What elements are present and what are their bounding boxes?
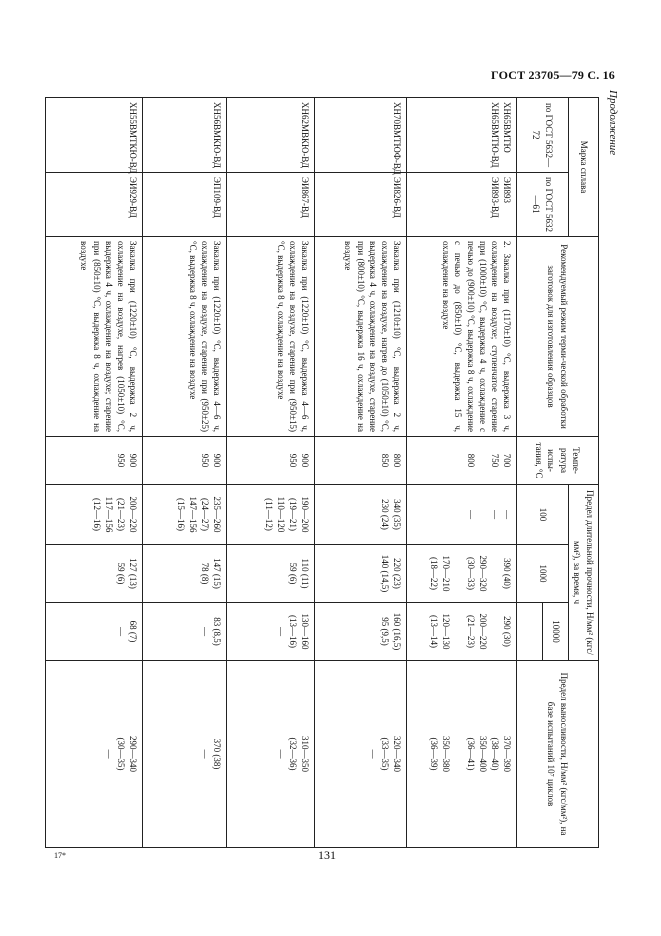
cell-line: (13—14) [429, 615, 440, 648]
cell-line: (30—33) [465, 557, 476, 590]
page-number: 131 [318, 848, 336, 862]
cell-line [452, 665, 464, 843]
cell-line: 800 [392, 453, 402, 468]
temperature-cell [143, 437, 227, 485]
cell-line: 230 (24) [379, 499, 390, 530]
cell-line: 390 (40) [502, 558, 512, 589]
cell-line: ЭИ867-ВД [300, 177, 310, 218]
rotated-table-container [79, 97, 599, 847]
cell-line: 900 [300, 453, 310, 468]
cell-line: 190—200 [300, 496, 310, 533]
cell-line: 750 [489, 453, 500, 468]
cell-line: — [489, 510, 500, 519]
cell-line: 140 (14,5) [379, 554, 390, 593]
cell-line: 900 [128, 453, 138, 468]
cell-line: ЭП109-ВД [212, 177, 222, 218]
grade-gost61-cell [143, 173, 227, 237]
endurance-cell [227, 661, 315, 848]
cell-line: — [465, 510, 476, 519]
cell-line: 120—130 [441, 613, 452, 650]
cell-line: 200—220 [128, 496, 138, 533]
cell-line: (38—40) [489, 737, 500, 771]
cell-line: 117—156 [103, 496, 114, 533]
treatment-cell: Закалка при (1220±10) °С, выдержка 4—6 ч, охлаждение на воздухе, старение при (950±25) °С, выдержка 8 ч, охлаждение на воздухе [143, 237, 227, 437]
strength-10000h-cell [407, 603, 517, 661]
cell-line: ХН65ВМТЮ-ВД [489, 102, 500, 168]
cell-line: ЭИ893-ВД [489, 177, 500, 218]
strength-100h-cell [315, 485, 407, 545]
cell-line: (15—16) [175, 498, 186, 531]
header-100h: 100 [517, 485, 569, 545]
endurance-cell [46, 661, 143, 848]
cell-line: 700 [502, 453, 512, 468]
cell-line: 370 (38) [212, 738, 222, 770]
cell-line: 83 (8,5) [212, 617, 222, 646]
temperature-cell [315, 437, 407, 485]
grade-gost72-cell [46, 98, 143, 173]
grade-gost72-cell [227, 98, 315, 173]
grade-gost72-cell [407, 98, 517, 173]
cell-line [477, 489, 489, 540]
header-spacer [517, 603, 543, 661]
cell-line: (12—16) [91, 498, 102, 531]
endurance-cell [407, 661, 517, 848]
cell-line: 59 (6) [115, 562, 126, 585]
strength-1000h-cell [315, 545, 407, 603]
cell-line: 147—156 [187, 496, 198, 533]
cell-line: 350—400 [477, 736, 488, 773]
cell-line: (32—36) [287, 737, 298, 771]
header-alloy-grade: Марка сплава [569, 98, 599, 237]
footer-mark: 17* [54, 851, 66, 860]
cell-line [489, 607, 501, 656]
strength-1000h-cell [227, 545, 315, 603]
cell-line: — [199, 627, 210, 636]
grade-gost72-cell [143, 98, 227, 173]
cell-line: 320—340 [392, 736, 402, 773]
cell-line: 220 (23) [392, 558, 402, 589]
cell-line: — [103, 749, 114, 759]
table-body [46, 98, 517, 848]
cell-line [452, 607, 464, 656]
grade-gost72-cell [315, 98, 407, 173]
cell-line: (11—12) [263, 498, 274, 531]
cell-line: 290—340 [128, 736, 138, 773]
cell-line: 900 [212, 453, 222, 468]
cell-line: (19—21) [287, 498, 298, 531]
cell-line: 350—380 [441, 736, 452, 773]
endurance-cell [315, 661, 407, 848]
cell-line: 340 (35) [392, 499, 402, 530]
treatment-cell: Закалка при (1220±10) °С, выдержка 4—6 ч, охлаждение на воздухе, старение при (950±15) °С, выдержка 8 ч, охлаждение на воздухе [227, 237, 315, 437]
cell-line: 950 [115, 453, 126, 468]
header-temperature: Темпе-ратура испы-тания, °С [517, 437, 599, 485]
cell-line: ЭИ826-ВД [392, 177, 402, 218]
treatment-cell: Закалка при (1210±10) °С, выдержка 2 ч, охлаждение на воздухе, нагрев до (1050±10) °С, выдержка 4 ч, охлаждение на воздухе, старение при (800±10) °С, выдержка 16 ч, охлаждение на воздухе [315, 237, 407, 437]
cell-line: (21—23) [115, 498, 126, 531]
table-row [143, 98, 227, 848]
page-header: ГОСТ 23705—79 С. 16 [491, 68, 615, 82]
cell-line: 127 (13) [128, 558, 138, 589]
temperature-cell [227, 437, 315, 485]
header-1000h: 1000 [517, 545, 569, 603]
header-endurance: Предел выносливости, Н/мм² (кгс/мм²), на базе испытаний 10⁷ циклов [517, 661, 599, 848]
cell-line: (36—41) [465, 737, 476, 771]
endurance-cell [143, 661, 227, 848]
cell-line: 290 (30) [502, 616, 512, 647]
strength-100h-cell [227, 485, 315, 545]
strength-1000h-cell [143, 545, 227, 603]
continuation-label: Продолжение [607, 90, 619, 156]
cell-line: 78 (8) [199, 562, 210, 585]
cell-line: (24—27) [199, 498, 210, 531]
cell-line: 110—120 [275, 496, 286, 533]
table-row [315, 98, 407, 848]
cell-line: 850 [379, 453, 390, 468]
strength-10000h-cell [227, 603, 315, 661]
strength-100h-cell [46, 485, 143, 545]
grade-gost61-cell [407, 173, 517, 237]
cell-line: 170—210 [441, 555, 452, 592]
cell-line: ХН70ВМТЮФ-ВД [392, 102, 402, 175]
cell-line: ХН56ВМКЮ-ВД [212, 102, 222, 169]
cell-line: 290—320 [477, 555, 488, 592]
cell-line: 235—260 [212, 496, 222, 533]
alloy-properties-table [45, 97, 599, 848]
strength-100h-cell [407, 485, 517, 545]
cell-line: (21—23) [465, 615, 476, 648]
cell-line: (36—39) [429, 737, 440, 771]
temperature-cell [407, 437, 517, 485]
cell-line [489, 549, 501, 598]
cell-line: (13—16) [287, 615, 298, 648]
treatment-cell: Закалка при (1220±10) °С, выдержка 2 ч, охлаждение на воздухе, нагрев (1050±10) °С, выдержка 4 ч, охлаждение на воздухе; старение при (850±10) °С, выдержка 8 ч, охлаждение на воздухе [46, 237, 143, 437]
grade-gost61-cell [46, 173, 143, 237]
cell-line: 160 (16,5) [392, 612, 402, 651]
strength-10000h-cell [46, 603, 143, 661]
cell-line: 147 (15) [212, 558, 222, 589]
strength-10000h-cell [315, 603, 407, 661]
cell-line: — [367, 749, 378, 759]
strength-1000h-cell [407, 545, 517, 603]
cell-line: 200—220 [477, 613, 488, 650]
cell-line: ХН55ВМТКЮ-ВД [128, 102, 138, 174]
cell-line: (33—35) [379, 737, 390, 771]
treatment-cell: 2. Закалка при (1170±10) °С, выдержка 3 ч, охлаждение на воздухе; ступенчатое старение при (1000±10) °С, выдержка 4 ч, охлаждение с печью до (900±10) °С, выдержка 8 ч, охлаждение с печью до (850±10) °С, выдержка 15 ч, охлаждение на воздухе [407, 237, 517, 437]
cell-line: — [275, 627, 286, 636]
cell-line: 950 [287, 453, 298, 468]
cell-line [477, 441, 489, 480]
header-gost-5632-72: по ГОСТ 5632—72 [517, 98, 569, 173]
cell-line: 800 [465, 453, 476, 468]
cell-line: 370—390 [502, 736, 512, 773]
cell-line: 110 (11) [300, 558, 310, 589]
table-row [407, 98, 517, 848]
cell-line: 950 [199, 453, 210, 468]
cell-line: 130—160 [300, 613, 310, 650]
cell-line: 68 (7) [128, 620, 138, 643]
table-row [227, 98, 315, 848]
cell-line: 310—350 [300, 736, 310, 773]
cell-line [452, 549, 464, 598]
cell-line: ЭИ893 [502, 177, 512, 203]
grade-gost61-cell [227, 173, 315, 237]
cell-line: — [275, 749, 286, 759]
table-row [46, 98, 143, 848]
cell-line: 59 (6) [287, 562, 298, 585]
strength-100h-cell [143, 485, 227, 545]
strength-10000h-cell [143, 603, 227, 661]
cell-line: 95 (9,5) [379, 617, 390, 646]
header-long-strength: Предел длительной прочности, Н/мм² (кгс/мм²), за время, ч [569, 485, 599, 661]
header-gost-5632-61: по ГОСТ 5632—61 [517, 173, 569, 237]
cell-line: ХН62МВКЮ-ВД [300, 102, 310, 169]
cell-line: ЭИ929-ВД [128, 177, 138, 218]
strength-1000h-cell [46, 545, 143, 603]
cell-line: (18—22) [429, 557, 440, 590]
header-10000h: 10000 [543, 603, 569, 661]
temperature-cell [46, 437, 143, 485]
cell-line: — [115, 627, 126, 636]
cell-line: — [199, 749, 210, 759]
cell-line: ХН65ВМТЮ [502, 102, 512, 153]
grade-gost61-cell [315, 173, 407, 237]
cell-line: — [502, 510, 512, 519]
header-heat-treatment: Рекомендуемый режим терми-ческой обработки заготовок для изготовления образцов [517, 237, 599, 437]
cell-line: (30—35) [115, 737, 126, 771]
